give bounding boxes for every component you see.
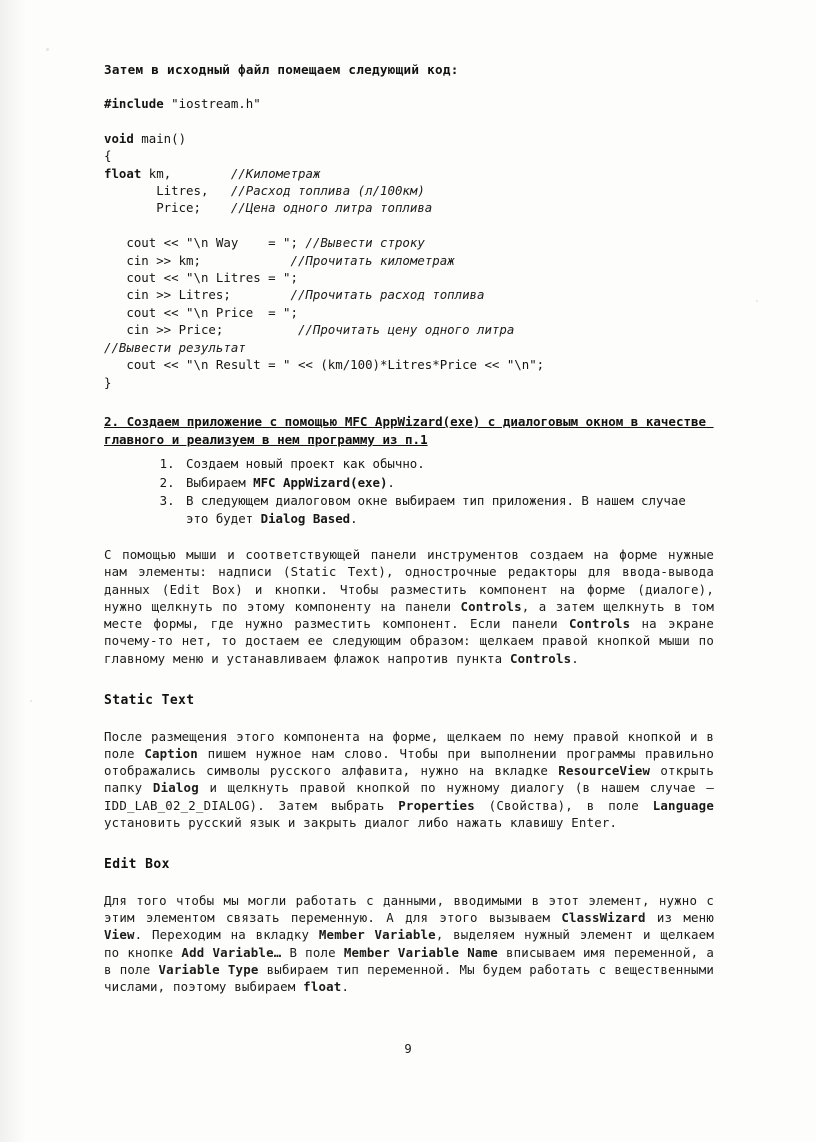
code-span: Price; [104,200,231,216]
code-span: main() [133,130,187,146]
code-line [104,252,714,269]
list-item [182,474,714,492]
intro-line: Затем в исходный файл помещаем следующий код: [104,62,459,77]
text-span: . [571,650,579,666]
code-span: void [104,130,134,146]
code-line [104,147,714,164]
code-span: { [104,148,112,164]
code-span: Litres, [104,183,231,199]
code-span: //Вывести результат [104,339,246,355]
code-line [104,304,714,321]
step-span: MFC AppWizard(exe) [253,474,388,490]
text-span: . Переходим на вкладку [134,927,319,943]
subheading-edit-box: Edit Box [104,856,170,872]
code-line [104,339,714,356]
code-line [104,95,714,112]
code-span: cin >> Price; [104,322,298,338]
text-span: ResourceView [558,763,651,779]
text-span: Dialog [152,780,199,796]
text-span: С помощью мыши и соответствующей панели инструментов создаем на форме нужные нам элементы: надписи (Static Text), однострочные редакторы для ввода-вывода данных (Edit Box) и кнопки. Чтобы разместить компонент на форме (диалоге), нужно щелкнуть по этому компоненту на панели [104,547,722,614]
text-span: (Свойства), в поле [474,797,653,813]
scan-speck [46,48,49,51]
text-span: вписываем имя переменной, а в поле [104,944,722,977]
code-line [104,286,714,303]
scan-edge-shading [0,0,26,1142]
code-span: cout << "\n Price = "; [104,304,298,320]
paragraph-edit-box [104,892,722,995]
code-span: "iostream.h" [163,96,261,111]
code-span: //Прочитать цену одного литра [297,322,515,338]
code-span: //Прочитать расход топлива [290,287,485,303]
code-span: #include [104,96,164,111]
text-span: и щелкнуть правой кнопкой по нужному диалогу (в нашем случае – IDD_LAB_02_2_DIALOG). Затем выбрать [104,780,722,813]
text-span: , а затем щелкнуть в том месте формы, где нужно разместить компонент. Если панели [104,598,722,632]
step-span: Создаем новый проект как обычно. [186,455,425,471]
code-line [104,165,714,182]
text-span: выбираем тип переменной. Мы будем работать с вещественными числами, поэтому выбираем [104,961,722,994]
list-item [182,492,714,527]
code-span: cin >> Litres; [104,287,291,303]
code-span: //Прочитать километраж [290,252,455,268]
code-span: //Километраж [230,165,321,181]
paragraph-tools-panel [104,546,722,666]
code-span: cout << "\n Way = "; [104,235,306,251]
code-span: //Расход топлива (л/100км) [230,183,425,199]
text-span: из меню [645,910,722,926]
code-line [104,130,714,147]
code-line [104,374,714,391]
code-line [104,234,714,251]
text-span: Add Variable… [181,944,282,960]
code-span: cin >> km; [104,252,291,268]
code-listing [104,95,714,391]
text-span: Caption [144,745,198,761]
code-span: float [104,165,142,181]
text-span: установить русский язык и закрыть диалог либо нажать клавишу Enter. [104,797,722,830]
text-span: Properties [398,797,475,813]
text-span: . [341,978,350,994]
scan-speck [30,700,32,702]
list-item [182,455,714,473]
step-span: Dialog Based [260,510,351,526]
code-span: } [104,374,112,390]
text-span: float [303,978,342,994]
code-line [104,199,714,216]
text-span: , выделяем нужный элемент и щелкаем по кнопке [104,927,722,960]
code-span: km, [141,165,231,181]
code-line [104,356,714,373]
code-line [104,217,714,234]
code-span: //Цена одного литра топлива [230,200,433,216]
text-span: Variable Type [158,961,259,977]
text-span: В поле [281,944,344,960]
code-line [104,321,714,338]
text-span: Controls [509,650,572,666]
step-span: Выбираем [186,474,254,490]
text-span: ClassWizard [561,910,646,926]
step-span: . [350,510,358,526]
text-span: Member Variable Name [343,944,498,960]
code-line [104,269,714,286]
text-span: Member Variable [318,927,436,943]
subheading-static-text: Static Text [104,692,195,708]
step-span: В следующем диалоговом окне выбираем тип приложения. В нашем случае это будет [186,493,686,526]
text-span: Для того чтобы мы могли работать с данными, вводимыми в этот элемент, нужно с этим элементом связать переменную. А для этого вызываем [104,892,722,926]
page-body [104,62,722,995]
code-span: //Вывести строку [305,235,425,251]
text-span: Controls [569,616,631,632]
text-span: открыть папку [104,763,722,796]
section-2-steps [104,455,714,527]
page-number: 9 [404,1042,412,1056]
text-span: После размещения этого компонента на форме, щелкаем по нему правой кнопкой и в поле [104,728,722,761]
code-span: cout << "\n Litres = "; [104,270,298,286]
code-line [104,182,714,199]
code-span: cout << "\n Result = " << (km/100)*Litres*Price << "\n"; [104,357,545,373]
text-span: Language [652,797,714,813]
paragraph-static-text [104,728,722,831]
step-span: . [387,474,395,490]
text-span: на экране почему-то нет, то достаем ее следующим образом: щелкаем правой кнопкой мыши по главному меню и устанавливаем флажок напротив пункта [104,616,722,666]
text-span: пишем нужное нам слово. Чтобы при выполнении программы правильно отображались символы русского алфавита, нужно на вкладке [104,745,722,779]
section-2-title: 2. Создаем приложение с помощью MFC AppWizard(exe) с диалоговым окном в качестве главного и реализуем в нем программу из п.1 [104,413,714,447]
code-line [104,112,714,129]
text-span: Controls [460,598,522,614]
text-span: View [104,927,135,943]
scan-speck [756,300,758,302]
